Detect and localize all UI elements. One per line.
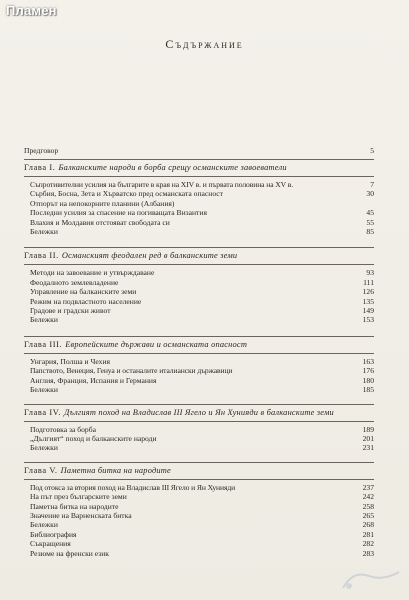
chapter-label: Глава IV. bbox=[24, 407, 62, 417]
toc-entry bbox=[30, 385, 374, 394]
divider bbox=[24, 336, 374, 337]
entry-page: 55 bbox=[366, 217, 374, 227]
toc-entry bbox=[30, 530, 374, 539]
toc-entry bbox=[30, 502, 374, 511]
divider bbox=[24, 462, 374, 463]
entry-page: 265 bbox=[362, 510, 374, 520]
entry-title: Англия, Франция, Испания и Германия bbox=[30, 375, 157, 385]
entry-page: 189 bbox=[362, 424, 374, 434]
toc-entry bbox=[30, 483, 374, 492]
entry-page: 111 bbox=[363, 277, 374, 287]
owner-label: Пламен bbox=[6, 3, 57, 18]
chapter-heading bbox=[24, 340, 374, 350]
entry-title: „Дългият“ поход и балканските народи bbox=[30, 433, 157, 443]
entry-page: 7 bbox=[370, 180, 374, 189]
toc-entry bbox=[30, 297, 374, 306]
entry-title: Сърбия, Босна, Зета и Хърватско пред османската опасност bbox=[30, 189, 223, 199]
entry-title: Подготовка за борба bbox=[30, 424, 96, 434]
toc-entry bbox=[30, 287, 374, 296]
entry-title: Влахия и Молдавия отстояват свободата си bbox=[30, 217, 170, 227]
chapter-title: Дългият поход на Владислав III Ягело и Ян Хунияди в балканските земи bbox=[64, 407, 334, 417]
entry-title: Съкращения bbox=[30, 539, 71, 549]
entry-title: Режим на подвластното население bbox=[30, 296, 142, 306]
toc-entry bbox=[30, 278, 374, 287]
entry-title: Феодалното землевладение bbox=[30, 277, 119, 287]
divider bbox=[24, 479, 374, 480]
entry-title: Бележки bbox=[30, 385, 58, 395]
toc-entry bbox=[30, 376, 374, 385]
watermark-icon bbox=[339, 566, 403, 594]
chapter-title: Османският феодален ред в балканските земи bbox=[61, 251, 238, 261]
entry-page: 185 bbox=[362, 385, 374, 395]
watermark-logo bbox=[339, 566, 403, 594]
entry-title: Методи на завоевание и утвърждаване bbox=[30, 268, 155, 278]
toc-entry bbox=[30, 199, 374, 208]
entry-title: Бележки bbox=[30, 443, 58, 453]
chapter-title: Балканските народи в борба срещу османските завоеватели bbox=[58, 163, 287, 172]
entry-title: Управление на балканските земи bbox=[30, 287, 137, 297]
table-of-contents bbox=[24, 146, 374, 558]
toc-entry bbox=[30, 268, 374, 277]
toc-entry bbox=[30, 443, 374, 452]
toc-entry bbox=[30, 366, 374, 375]
entry-page: 237 bbox=[362, 482, 374, 492]
toc-entry bbox=[30, 208, 374, 217]
toc-entry bbox=[30, 315, 374, 324]
toc-entry bbox=[30, 357, 374, 366]
entry-page: 282 bbox=[362, 539, 374, 549]
entry-page: 126 bbox=[362, 287, 374, 297]
divider bbox=[24, 404, 374, 405]
entry-page: 231 bbox=[362, 443, 374, 453]
chapter-heading bbox=[24, 408, 374, 418]
preface-label: Предговор bbox=[24, 146, 59, 155]
divider bbox=[24, 159, 374, 160]
entry-page: 45 bbox=[366, 208, 374, 218]
entry-title: На път през българските земи bbox=[30, 492, 127, 502]
chapter-label: Глава II. bbox=[24, 251, 59, 261]
entry-title: Съпротивителни усилия на българите в края на XIV в. и първата половина на XV в. bbox=[30, 180, 293, 189]
entry-title: Бележки bbox=[30, 520, 58, 530]
entry-page: 149 bbox=[362, 306, 374, 316]
chapter-title: Европейските държави и османската опасност bbox=[65, 339, 248, 349]
chapter-heading bbox=[24, 163, 374, 173]
entry-title: Бележки bbox=[30, 227, 58, 237]
divider bbox=[24, 264, 374, 265]
entry-title: Отпорът на непокорните планини (Албания) bbox=[30, 198, 175, 208]
entry-page: 30 bbox=[366, 189, 374, 199]
toc-entry bbox=[30, 539, 374, 548]
page-title: Съдържание bbox=[165, 37, 244, 51]
chapter-label: Глава V. bbox=[24, 465, 58, 475]
entry-page: 153 bbox=[362, 315, 374, 325]
chapter-title: Паметна битка на народите bbox=[60, 465, 171, 475]
entry-page: 281 bbox=[362, 529, 374, 539]
entry-title: Паметна битка на народите bbox=[30, 501, 119, 511]
entry-page: 258 bbox=[362, 501, 374, 511]
divider bbox=[24, 247, 374, 248]
divider bbox=[24, 421, 374, 422]
toc-entry bbox=[30, 218, 374, 227]
chapter-label: Глава I. bbox=[24, 163, 56, 172]
divider bbox=[24, 176, 374, 177]
toc-entry bbox=[30, 306, 374, 315]
divider bbox=[24, 353, 374, 354]
preface-page: 5 bbox=[370, 146, 374, 155]
preface-entry bbox=[24, 146, 374, 156]
toc-entry bbox=[30, 434, 374, 443]
toc-entry bbox=[30, 227, 374, 236]
chapter-heading bbox=[24, 466, 374, 476]
entry-title: Папството, Венеция, Генуа и останалите италиански държавици bbox=[30, 366, 233, 376]
entry-title: Библиография bbox=[30, 529, 77, 539]
entry-title: Бележки bbox=[30, 315, 58, 325]
entry-title: Унгария, Полша и Чехия bbox=[30, 356, 111, 366]
toc-entry bbox=[30, 549, 374, 558]
entry-page: 93 bbox=[366, 268, 374, 278]
entry-title: Резюме на френски език bbox=[30, 548, 109, 558]
toc-entry bbox=[30, 520, 374, 529]
toc-entry bbox=[30, 492, 374, 501]
toc-entry bbox=[30, 189, 374, 198]
entry-page: 242 bbox=[362, 492, 374, 502]
entry-page: 85 bbox=[366, 227, 374, 237]
entry-page: 283 bbox=[362, 548, 374, 558]
entry-title: Под отокса за втория поход на Владислав III Ягело и Ян Хунияди bbox=[30, 482, 236, 492]
entry-title: Градове и градски живот bbox=[30, 306, 111, 316]
entry-page: 176 bbox=[362, 366, 374, 376]
chapter-heading bbox=[24, 251, 374, 261]
entry-page: 268 bbox=[362, 520, 374, 530]
entry-page: 180 bbox=[362, 375, 374, 385]
toc-entry bbox=[30, 425, 374, 434]
entry-title: Значение на Варненската битка bbox=[30, 510, 132, 520]
toc-entry bbox=[30, 180, 374, 189]
entry-page: 163 bbox=[362, 356, 374, 366]
entry-page: 135 bbox=[362, 296, 374, 306]
entry-title: Последни усилия за спасение на погиващата Византия bbox=[30, 208, 207, 218]
toc-entry bbox=[30, 511, 374, 520]
entry-page: 201 bbox=[362, 433, 374, 443]
chapter-label: Глава III. bbox=[24, 339, 63, 349]
